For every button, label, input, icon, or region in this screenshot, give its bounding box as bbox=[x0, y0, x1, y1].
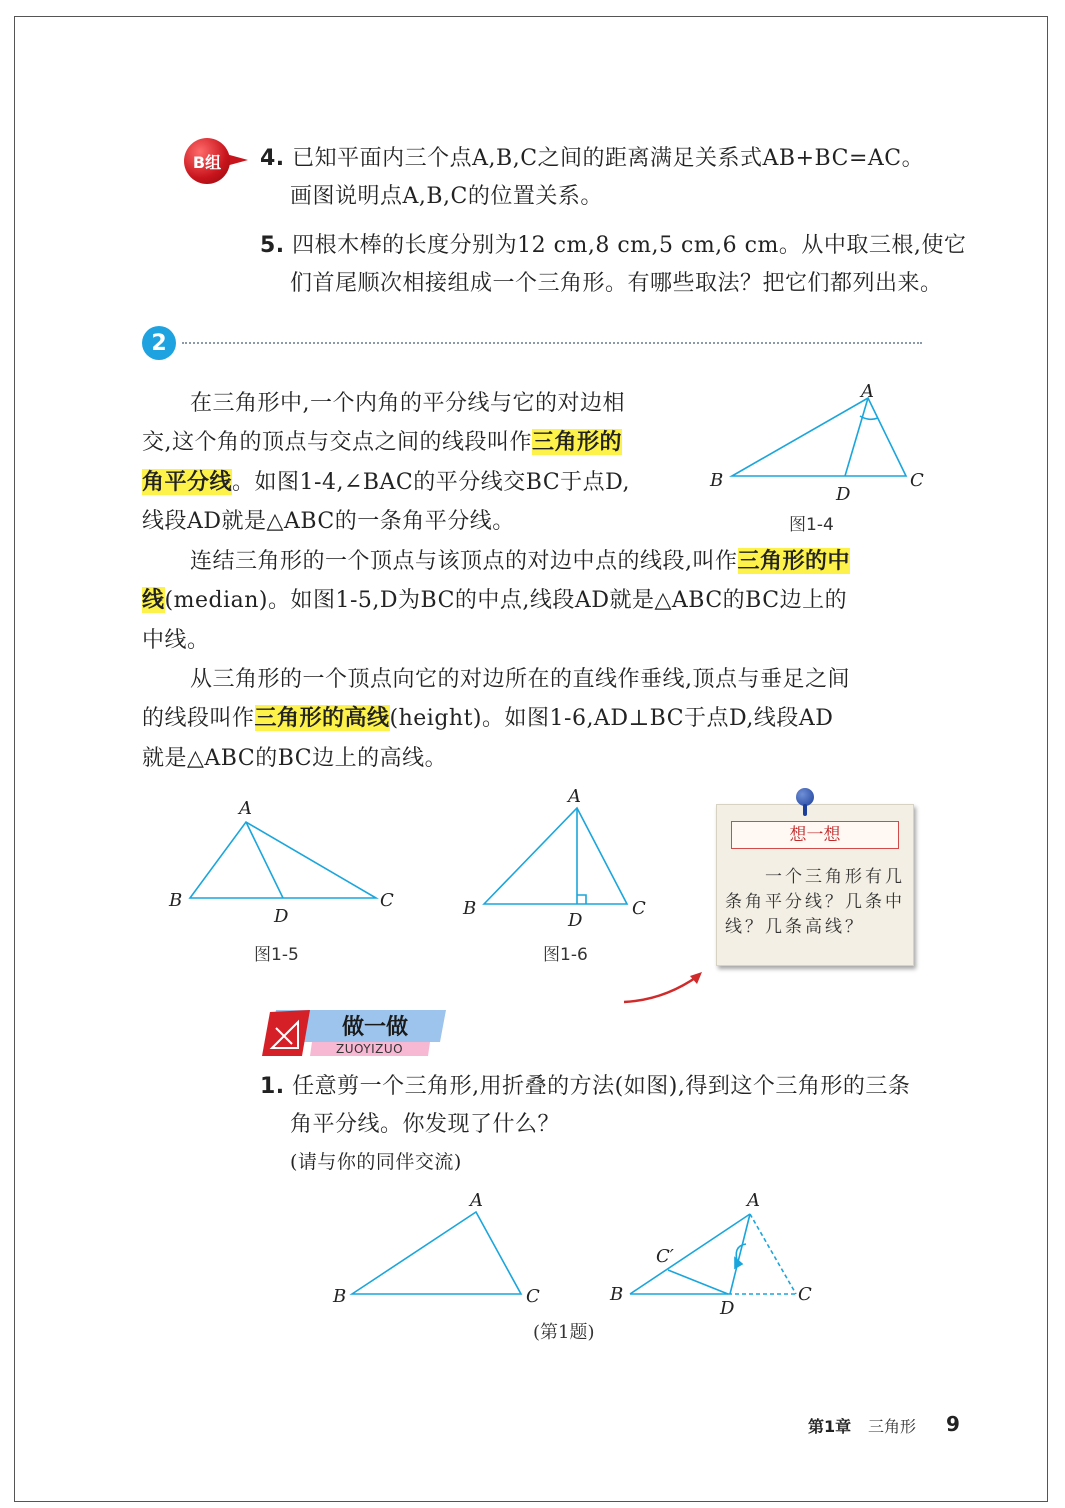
pushpin-stem bbox=[803, 804, 807, 816]
para3-line2 bbox=[142, 699, 833, 739]
zuoyizuo-pinyin: ZUOYIZUO bbox=[336, 1042, 404, 1056]
fig14-caption: 图1-4 bbox=[789, 515, 834, 535]
think-note-title: 想一想 bbox=[731, 821, 899, 849]
think-note bbox=[716, 804, 914, 966]
term-median-part2: 线 bbox=[142, 587, 165, 613]
q1-figure-folded bbox=[604, 1186, 824, 1316]
figure-1-5 bbox=[160, 794, 410, 934]
q1a-label-B: B bbox=[333, 1286, 347, 1307]
fig14-label-A: A bbox=[861, 381, 874, 402]
fig16-caption: 图1-6 bbox=[543, 945, 588, 965]
question-4-line1: 已知平面内三个点A,B,C之间的距离满足关系式AB+BC=AC。 bbox=[292, 146, 925, 171]
fig15-caption: 图1-5 bbox=[254, 945, 299, 965]
question-5-line1: 四根木棒的长度分别为12 cm,8 cm,5 cm,6 cm。从中取三根,使它 bbox=[292, 233, 967, 258]
para1-line4: 线段AD就是△ABC的一条角平分线。 bbox=[142, 509, 515, 534]
footer-chapter-title: 三角形 bbox=[868, 1417, 917, 1436]
term-median-part1: 三角形的中 bbox=[737, 548, 851, 574]
term-height: 三角形的高线 bbox=[254, 705, 390, 731]
para3-line3: 就是△ABC的BC边上的高线。 bbox=[142, 746, 448, 771]
fig16-label-B: B bbox=[463, 898, 477, 919]
q1b-label-Cprime: C′ bbox=[656, 1246, 674, 1267]
fig14-label-D: D bbox=[836, 484, 851, 505]
fig15-label-B: B bbox=[169, 890, 183, 911]
fig14-label-C: C bbox=[910, 470, 924, 491]
fig15-triangle bbox=[190, 822, 376, 898]
activity-question-1-line2: 角平分线。你发现了什么？ bbox=[290, 1112, 561, 1137]
q1-figure-triangle bbox=[326, 1186, 556, 1310]
para1-line3-text: 。如图1-4,∠BAC的平分线交BC于点D, bbox=[232, 470, 631, 495]
figure-1-6 bbox=[454, 784, 664, 934]
question-5 bbox=[260, 226, 966, 266]
q1a-label-C: C bbox=[526, 1286, 540, 1307]
b-group-badge: B组 bbox=[184, 138, 230, 184]
activity-question-1 bbox=[260, 1067, 910, 1107]
para1-line2-text: 交,这个角的顶点与交点之间的线段叫作 bbox=[142, 430, 532, 455]
para1-line1: 在三角形中,一个内角的平分线与它的对边相 bbox=[190, 391, 625, 416]
q1b-dashed-AC bbox=[750, 1214, 796, 1294]
think-note-text bbox=[725, 865, 905, 940]
para1-line2 bbox=[142, 423, 622, 463]
fig14-triangle bbox=[732, 398, 906, 476]
q1b-label-C: C bbox=[798, 1284, 812, 1305]
q1b-label-B: B bbox=[610, 1284, 624, 1305]
question-5-line2: 们首尾顺次相接组成一个三角形。有哪些取法？把它们都列出来。 bbox=[290, 271, 943, 296]
para2-line2 bbox=[142, 581, 847, 621]
term-angle-bisector-part2: 角平分线 bbox=[142, 469, 233, 495]
fig15-label-D: D bbox=[274, 906, 289, 927]
fig15-label-C: C bbox=[380, 890, 394, 911]
section-number: 2 bbox=[142, 326, 176, 360]
para3-line2-text-a: 的线段叫作 bbox=[142, 706, 255, 731]
q1-caption: (第1题) bbox=[533, 1322, 595, 1343]
term-angle-bisector-part1: 三角形的 bbox=[532, 429, 623, 455]
q1a-label-A: A bbox=[470, 1190, 483, 1211]
red-arrow-icon bbox=[620, 966, 710, 1010]
para2-line1 bbox=[190, 542, 850, 582]
question-4 bbox=[260, 139, 924, 179]
fig16-label-D: D bbox=[568, 910, 583, 931]
section-divider bbox=[182, 342, 922, 344]
fig16-label-A: A bbox=[568, 786, 581, 807]
question-4-number: 4. bbox=[260, 146, 285, 171]
para3-line2-text-b: (height)。如图1-6,AD⊥BC于点D,线段AD bbox=[389, 706, 834, 731]
question-4-line2: 画图说明点A,B,C的位置关系。 bbox=[290, 184, 603, 209]
q1a-triangle bbox=[352, 1212, 521, 1294]
para2-line1-text: 连结三角形的一个顶点与该顶点的对边中点的线段,叫作 bbox=[190, 549, 738, 574]
fig16-triangle bbox=[484, 808, 627, 904]
para2-line2-text: (median)。如图1-5,D为BC的中点,线段AD就是△ABC的BC边上的 bbox=[164, 588, 848, 613]
fig14-label-B: B bbox=[710, 470, 724, 491]
activity-question-1-number: 1. bbox=[260, 1074, 285, 1099]
q1b-label-D: D bbox=[720, 1298, 735, 1316]
para3-line1: 从三角形的一个顶点向它的对边所在的直线作垂线,顶点与垂足之间 bbox=[190, 667, 850, 692]
zuoyizuo-title: 做一做 bbox=[342, 1015, 409, 1040]
para1-line3 bbox=[142, 463, 630, 503]
activity-question-1-line3: (请与你的同伴交流) bbox=[290, 1151, 462, 1173]
fig16-label-C: C bbox=[632, 898, 646, 919]
page-number: 9 bbox=[946, 1412, 960, 1436]
footer-chapter: 第1章 bbox=[808, 1417, 852, 1436]
fig16-right-angle bbox=[577, 895, 586, 904]
question-5-number: 5. bbox=[260, 233, 285, 258]
activity-question-1-line1: 任意剪一个三角形,用折叠的方法(如图),得到这个三角形的三条 bbox=[292, 1074, 911, 1099]
think-note-question: 一个三角形有几条角平分线？几条中线？几条高线？ bbox=[725, 867, 905, 937]
q1b-folded-edge bbox=[668, 1270, 728, 1294]
q1b-side-BA bbox=[630, 1214, 750, 1294]
fig15-label-A: A bbox=[239, 798, 252, 819]
q1b-label-A: A bbox=[747, 1190, 760, 1211]
para2-line3: 中线。 bbox=[142, 628, 210, 653]
